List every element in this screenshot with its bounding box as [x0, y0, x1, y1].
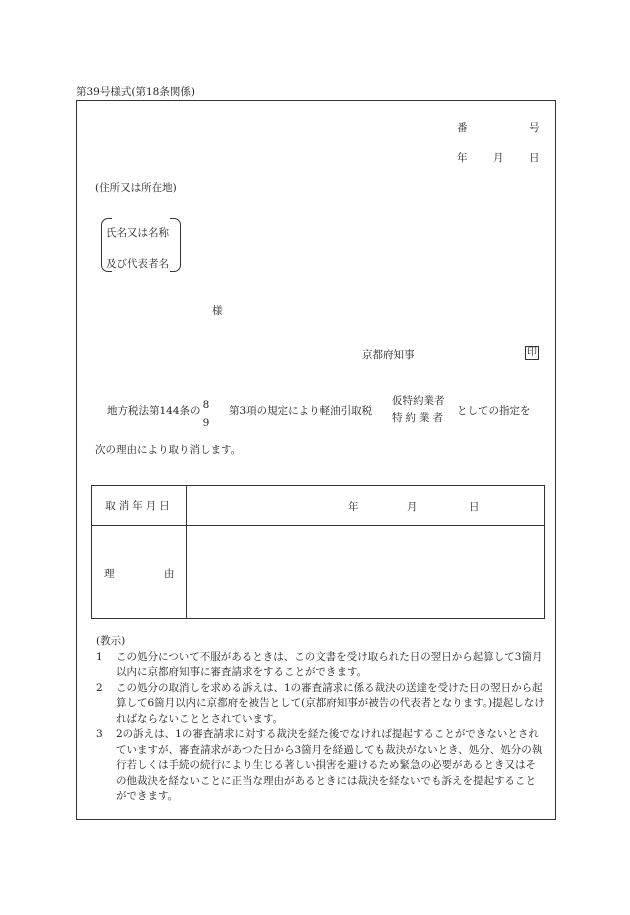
type-option-provisional: 仮特約業者 [392, 395, 445, 407]
table-row-date [92, 486, 545, 526]
date-day-label: 日 [529, 152, 540, 164]
representative-label: 及び代表者名 [106, 258, 169, 270]
body-line2: 次の理由により取り消します。 [95, 444, 242, 456]
revocation-date-field[interactable] [187, 486, 545, 526]
instruction-number: 2 [96, 681, 103, 694]
form-title: 第39号様式(第18条関係) [76, 86, 195, 98]
article-stack [201, 396, 211, 432]
honorific: 様 [212, 305, 223, 317]
reason-label-cell [92, 526, 187, 619]
type-option-special: 特約業者 [392, 412, 446, 424]
instruction-text: この処分について不服があるときは、この文書を受け取られた日の翌日から起算して3箇月以内に京都府知事に審査請求をすることができます。 [116, 650, 543, 678]
instruction-item-2 [96, 681, 546, 728]
instruction-number: 3 [96, 728, 103, 740]
date-month-label: 月 [493, 152, 504, 164]
body-middle: 第3項の規定により軽油引取税 [229, 405, 373, 417]
revocation-month: 月 [407, 501, 418, 513]
revocation-table [91, 485, 545, 619]
number-suffix: 号 [529, 122, 540, 134]
instruction-text: 2の訴えは、1の審査請求に対する裁決を経た後でなければ提起することができないとされていますが、審査請求があつた日から3箇月を経過しても裁決がないとき、処分、処分の執行若しくは手続の続行により生じる著しい損害を避けるため緊急の必要があるとき又はその他裁決を経ないことに正当な理由があるときには裁決を経ないでも訴えを提起することができます。 [116, 728, 543, 802]
instructions-section [96, 634, 546, 805]
reason-label-1: 理 [104, 568, 115, 580]
article-option-8: 8 [202, 399, 210, 411]
instruction-text: この処分の取消しを求める訴えは、1の審査請求に係る裁決の送達を受けた日の翌日から起算して6箇月以内に京都府を被告として(京都府知事が被告の代表者となります。)提起しなければならないこととされています。 [116, 681, 545, 725]
table-row-reason [92, 526, 545, 619]
revocation-date-label: 取消年月日 [92, 486, 187, 526]
instructions-heading: (教示) [96, 635, 126, 647]
body-prefix: 地方税法第144条の [107, 405, 201, 417]
number-label: 番 [457, 122, 468, 134]
issuer-title: 京都府知事 [362, 349, 415, 361]
reason-field[interactable] [187, 526, 545, 619]
body-suffix: としての指定を [457, 405, 531, 417]
instruction-item-1 [96, 650, 546, 681]
seal-mark: 印 [527, 347, 537, 358]
type-stack [392, 393, 446, 427]
date-year-label: 年 [457, 152, 468, 164]
instruction-item-3 [96, 727, 546, 805]
reason-label-2: 由 [164, 568, 175, 580]
instruction-number: 1 [96, 650, 103, 663]
name-label: 氏名又は名称 [106, 227, 169, 239]
address-label: (住所又は所在地) [95, 182, 177, 194]
article-option-9: 9 [202, 417, 210, 429]
revocation-day: 日 [469, 501, 480, 513]
revocation-year: 年 [348, 501, 359, 513]
